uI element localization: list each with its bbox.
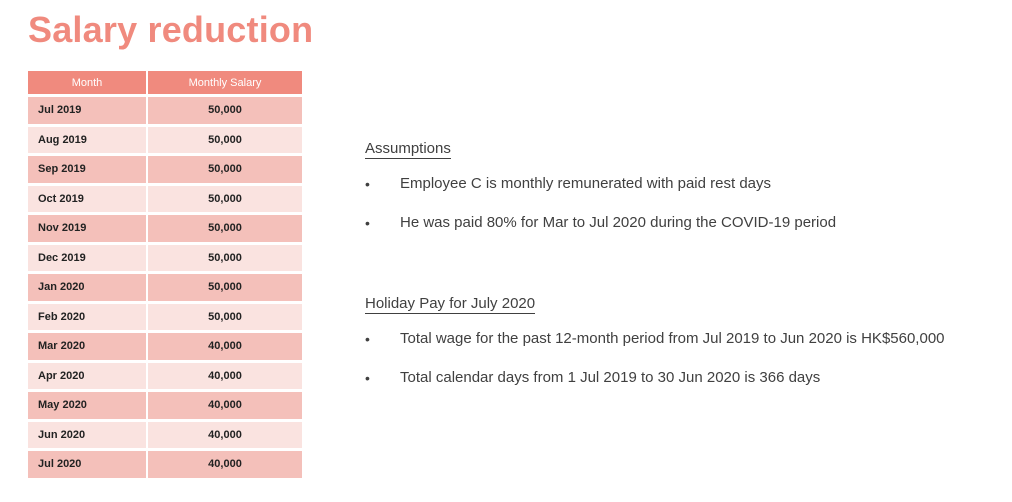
table-header-row xyxy=(28,71,302,94)
month-cell: Jan 2020 xyxy=(28,274,146,301)
holiday-pay-heading: Holiday Pay for July 2020 xyxy=(365,295,536,312)
list-item xyxy=(365,212,995,251)
table-row xyxy=(28,215,302,242)
month-cell: Oct 2019 xyxy=(28,186,146,213)
table-row xyxy=(28,333,302,360)
assumptions-heading: Assumptions xyxy=(365,140,451,157)
salary-cell: 50,000 xyxy=(146,245,302,272)
month-cell: Mar 2020 xyxy=(28,333,146,360)
bullet-icon: • xyxy=(365,176,370,192)
bullet-icon: • xyxy=(365,215,370,231)
assumptions-list xyxy=(365,173,995,251)
table-row xyxy=(28,127,302,154)
holiday-pay-section xyxy=(365,295,995,406)
salary-cell: 50,000 xyxy=(146,186,302,213)
bullet-icon: • xyxy=(365,370,370,386)
table-row xyxy=(28,245,302,272)
holiday-pay-list xyxy=(365,328,995,406)
salary-cell: 50,000 xyxy=(146,127,302,154)
column-header-month: Month xyxy=(28,71,146,94)
table-row xyxy=(28,97,302,124)
month-cell: Jul 2020 xyxy=(28,451,146,478)
month-cell: Jul 2019 xyxy=(28,97,146,124)
table-row xyxy=(28,274,302,301)
salary-cell: 50,000 xyxy=(146,304,302,331)
list-item-text: Total calendar days from 1 Jul 2019 to 30 Jun 2020 is 366 days xyxy=(400,369,821,386)
salary-cell: 50,000 xyxy=(146,215,302,242)
salary-cell: 40,000 xyxy=(146,333,302,360)
month-cell: May 2020 xyxy=(28,392,146,419)
table-row xyxy=(28,156,302,183)
list-item xyxy=(365,173,995,212)
month-cell: Jun 2020 xyxy=(28,422,146,449)
salary-table xyxy=(28,68,302,481)
table-row xyxy=(28,422,302,449)
column-header-monthly-salary: Monthly Salary xyxy=(146,71,302,94)
salary-cell: 50,000 xyxy=(146,97,302,124)
month-cell: Apr 2020 xyxy=(28,363,146,390)
month-cell: Dec 2019 xyxy=(28,245,146,272)
salary-cell: 50,000 xyxy=(146,156,302,183)
salary-cell: 50,000 xyxy=(146,274,302,301)
salary-cell: 40,000 xyxy=(146,422,302,449)
list-item-text: He was paid 80% for Mar to Jul 2020 during the COVID-19 period xyxy=(400,214,837,231)
salary-cell: 40,000 xyxy=(146,392,302,419)
salary-cell: 40,000 xyxy=(146,363,302,390)
month-cell: Nov 2019 xyxy=(28,215,146,242)
bullet-icon: • xyxy=(365,331,370,347)
salary-cell: 40,000 xyxy=(146,451,302,478)
table-row xyxy=(28,363,302,390)
table-row xyxy=(28,392,302,419)
assumptions-section xyxy=(365,140,995,251)
notes-panel xyxy=(365,140,995,450)
table-row xyxy=(28,186,302,213)
list-item-text: Employee C is monthly remunerated with paid rest days xyxy=(400,175,772,192)
table-row xyxy=(28,451,302,478)
month-cell: Sep 2019 xyxy=(28,156,146,183)
table-row xyxy=(28,304,302,331)
month-cell: Aug 2019 xyxy=(28,127,146,154)
list-item-text: Total wage for the past 12-month period from Jul 2019 to Jun 2020 is HK$560,000 xyxy=(400,330,945,347)
page-title: Salary reduction xyxy=(28,9,314,50)
list-item xyxy=(365,367,995,406)
month-cell: Feb 2020 xyxy=(28,304,146,331)
list-item xyxy=(365,328,995,367)
